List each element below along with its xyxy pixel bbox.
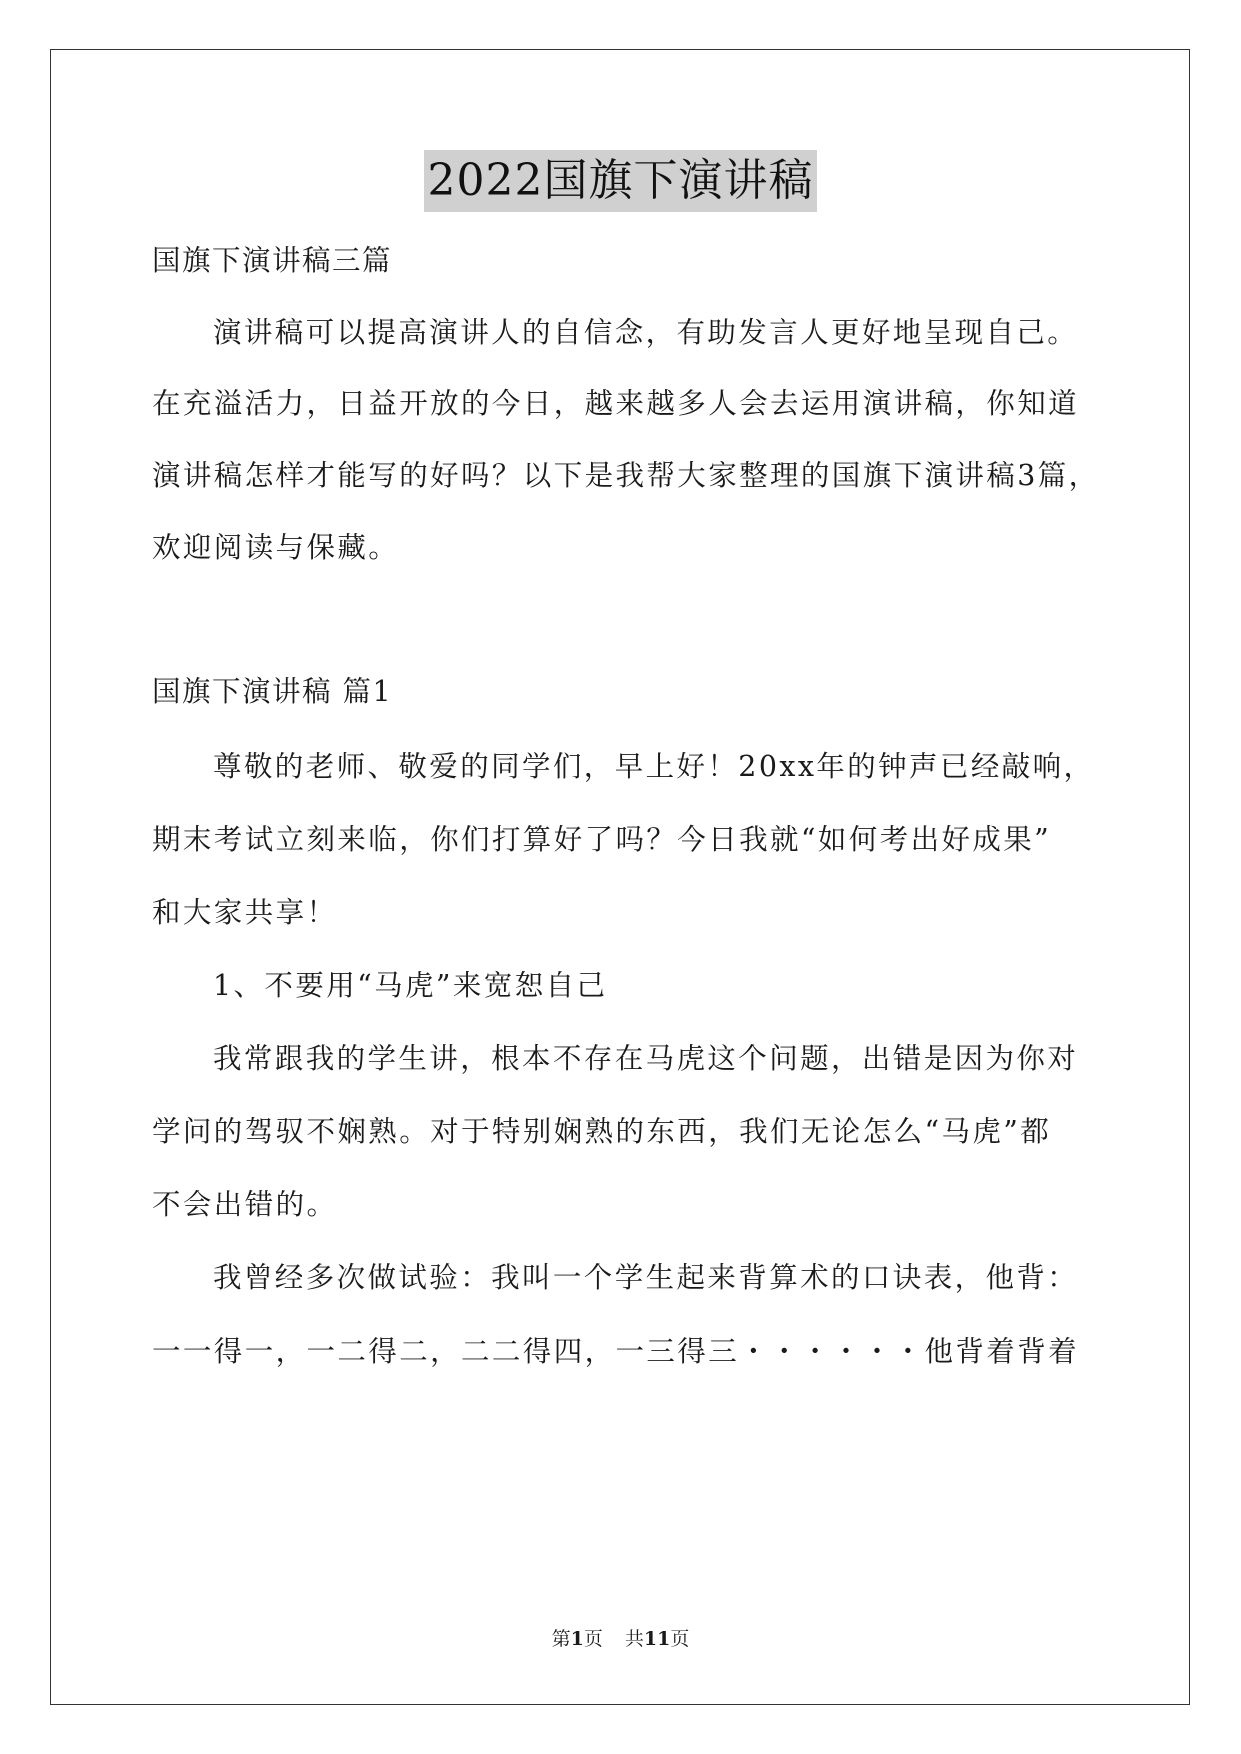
paragraph-line: 不会出错的。 <box>152 1188 338 1221</box>
paragraph-line: 在充溢活力，日益开放的今日，越来越多人会去运用演讲稿，你知道 <box>152 387 1080 420</box>
document-title: 2022国旗下演讲稿 <box>424 150 818 212</box>
page-border <box>50 49 1190 1705</box>
paragraph-line: 我曾经多次做试验：我叫一个学生起来背算术的口诀表，他背： <box>213 1261 1079 1294</box>
page-footer <box>0 1626 1241 1652</box>
section-heading: 国旗下演讲稿 篇1 <box>152 675 393 708</box>
paragraph-line: 我常跟我的学生讲，根本不存在马虎这个问题，出错是因为你对 <box>213 1042 1079 1075</box>
footer-page-prefix: 第 <box>551 1628 571 1650</box>
footer-page-total: 11 <box>643 1628 671 1650</box>
section-heading: 国旗下演讲稿三篇 <box>152 244 393 277</box>
footer-page-mid: 页 <box>583 1628 603 1650</box>
numbered-point: 1、不要用“马虎”来宽恕自己 <box>213 969 608 1002</box>
paragraph-line: 演讲稿怎样才能写的好吗？以下是我帮大家整理的国旗下演讲稿3篇， <box>152 459 1100 492</box>
footer-total-suffix: 页 <box>670 1628 690 1650</box>
paragraph-line: 欢迎阅读与保藏。 <box>152 531 400 564</box>
paragraph-line: 期末考试立刻来临，你们打算好了吗？今日我就“如何考出好成果” <box>152 823 1052 856</box>
paragraph-line: 尊敬的老师、敬爱的同学们，早上好！20xx年的钟声已经敲响， <box>213 750 1095 783</box>
paragraph-line: 学问的驾驭不娴熟。对于特别娴熟的东西，我们无论怎么“马虎”都 <box>152 1115 1052 1148</box>
footer-total-prefix: 共 <box>624 1628 644 1650</box>
footer-page-current: 1 <box>570 1628 584 1650</box>
paragraph-line: 演讲稿可以提高演讲人的自信念，有助发言人更好地呈现自己。 <box>213 316 1079 349</box>
paragraph-line: 一一得一，一二得二，二二得四，一三得三・・・・・・他背着背着 <box>152 1335 1080 1368</box>
paragraph-line: 和大家共享！ <box>152 896 338 929</box>
title-container <box>0 150 1241 212</box>
